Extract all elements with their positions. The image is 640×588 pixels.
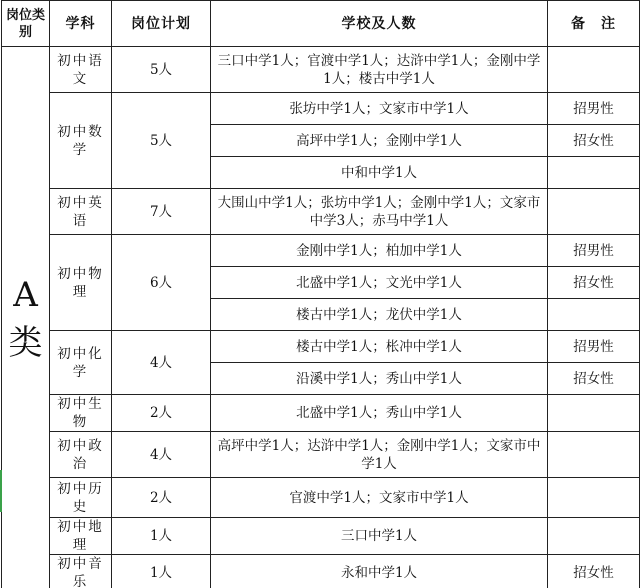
plan-cell[interactable]: 6人 xyxy=(112,235,211,331)
subject-cell[interactable]: 初中物理 xyxy=(50,235,112,331)
subject-cell[interactable]: 初中地理 xyxy=(50,518,112,555)
selection-marker xyxy=(0,470,2,512)
schools-cell[interactable]: 高坪中学1人；金刚中学1人 xyxy=(211,125,548,157)
plan-cell[interactable]: 2人 xyxy=(112,478,211,518)
table-row xyxy=(2,331,640,363)
schools-cell[interactable]: 三口中学1人；官渡中学1人；达浒中学1人；金刚中学1人；楼古中学1人 xyxy=(211,47,548,93)
plan-cell[interactable]: 2人 xyxy=(112,395,211,432)
schools-cell[interactable]: 官渡中学1人；文家市中学1人 xyxy=(211,478,548,518)
header-remark: 备 注 xyxy=(548,1,640,47)
subject-cell[interactable]: 初中化学 xyxy=(50,331,112,395)
schools-cell[interactable]: 楼古中学1人；龙伏中学1人 xyxy=(211,299,548,331)
remark-cell[interactable] xyxy=(548,518,640,555)
subject-cell[interactable]: 初中英语 xyxy=(50,189,112,235)
subject-cell[interactable]: 初中历史 xyxy=(50,478,112,518)
schools-cell[interactable]: 大围山中学1人；张坊中学1人；金刚中学1人；文家市中学3人；赤马中学1人 xyxy=(211,189,548,235)
header-plan: 岗位计划 xyxy=(112,1,211,47)
header-schools: 学校及人数 xyxy=(211,1,548,47)
header-row xyxy=(2,1,640,47)
table-row xyxy=(2,235,640,267)
subject-cell[interactable]: 初中数学 xyxy=(50,93,112,189)
table-row xyxy=(2,478,640,518)
schools-cell[interactable]: 沿溪中学1人；秀山中学1人 xyxy=(211,363,548,395)
plan-cell[interactable]: 5人 xyxy=(112,47,211,93)
table-row xyxy=(2,47,640,93)
remark-cell[interactable]: 招女性 xyxy=(548,555,640,588)
table-row xyxy=(2,395,640,432)
remark-cell[interactable] xyxy=(548,478,640,518)
remark-cell[interactable]: 招男性 xyxy=(548,331,640,363)
schools-cell[interactable]: 金刚中学1人；柏加中学1人 xyxy=(211,235,548,267)
remark-cell[interactable]: 招女性 xyxy=(548,267,640,299)
remark-cell[interactable] xyxy=(548,299,640,331)
schools-cell[interactable]: 中和中学1人 xyxy=(211,157,548,189)
subject-cell[interactable]: 初中政治 xyxy=(50,432,112,478)
header-subject: 学科 xyxy=(50,1,112,47)
plan-cell[interactable]: 1人 xyxy=(112,555,211,588)
plan-cell[interactable]: 4人 xyxy=(112,331,211,395)
schools-cell[interactable]: 高坪中学1人；达浒中学1人；金刚中学1人；文家市中学1人 xyxy=(211,432,548,478)
plan-cell[interactable]: 4人 xyxy=(112,432,211,478)
subject-cell[interactable]: 初中生物 xyxy=(50,395,112,432)
table-row xyxy=(2,518,640,555)
subject-cell[interactable]: 初中语文 xyxy=(50,47,112,93)
remark-cell[interactable] xyxy=(548,432,640,478)
table-row xyxy=(2,555,640,588)
plan-cell[interactable]: 5人 xyxy=(112,93,211,189)
remark-cell[interactable] xyxy=(548,157,640,189)
schools-cell[interactable]: 三口中学1人 xyxy=(211,518,548,555)
table-row xyxy=(2,93,640,125)
plan-cell[interactable]: 1人 xyxy=(112,518,211,555)
remark-cell[interactable] xyxy=(548,47,640,93)
subject-cell[interactable]: 初中音乐 xyxy=(50,555,112,588)
schools-cell[interactable]: 张坊中学1人；文家市中学1人 xyxy=(211,93,548,125)
remark-cell[interactable] xyxy=(548,395,640,432)
schools-cell[interactable]: 北盛中学1人；秀山中学1人 xyxy=(211,395,548,432)
table-body xyxy=(2,47,640,588)
schools-cell[interactable]: 永和中学1人 xyxy=(211,555,548,588)
schools-cell[interactable]: 北盛中学1人；文光中学1人 xyxy=(211,267,548,299)
header-category: 岗位类别 xyxy=(2,1,50,47)
remark-cell[interactable] xyxy=(548,189,640,235)
remark-cell[interactable]: 招男性 xyxy=(548,93,640,125)
category-cell[interactable]: A类 xyxy=(2,47,50,588)
remark-cell[interactable]: 招男性 xyxy=(548,235,640,267)
table-row xyxy=(2,432,640,478)
schools-cell[interactable]: 楼古中学1人；枨冲中学1人 xyxy=(211,331,548,363)
recruitment-table xyxy=(1,0,640,588)
remark-cell[interactable]: 招女性 xyxy=(548,125,640,157)
remark-cell[interactable]: 招女性 xyxy=(548,363,640,395)
plan-cell[interactable]: 7人 xyxy=(112,189,211,235)
table-row xyxy=(2,189,640,235)
